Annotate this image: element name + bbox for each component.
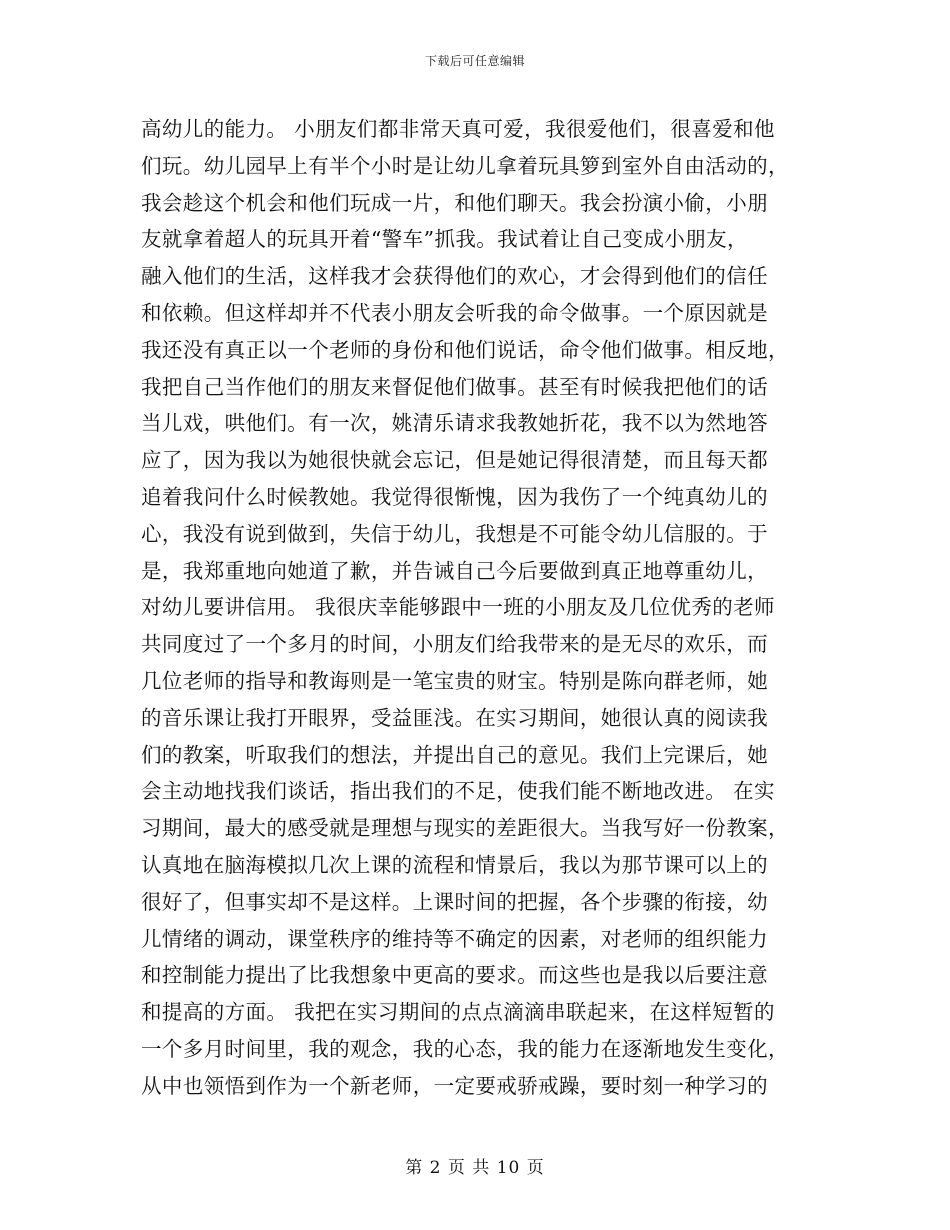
body-line: 很好了，但事实却不是这样。上课时间的把握，各个步骤的衔接，幼: [141, 889, 768, 914]
body-line: 的音乐课让我打开眼界，受益匪浅。在实习期间，她很认真的阅读我: [141, 705, 768, 730]
body-line: 友就拿着超人的玩具开着“警车”抓我。我试着让自己变成小朋友，: [141, 227, 748, 252]
body-line: 当儿戏，哄他们。有一次，姚清乐请求我教她折花，我不以为然地答: [141, 411, 768, 436]
body-line: 我把自己当作他们的朋友来督促他们做事。甚至有时候我把他们的话: [141, 374, 768, 399]
page-header: 下载后可任意编辑: [424, 54, 525, 68]
body-line: 和依赖。但这样却并不代表小朋友会听我的命令做事。一个原因就是: [141, 300, 768, 325]
body-line: 们的教案，听取我们的想法，并提出自己的意见。我们上完课后，她: [141, 742, 768, 767]
body-line: 和控制能力提出了比我想象中更高的要求。而这些也是我以后要注意: [141, 963, 768, 988]
body-line: 习期间，最大的感受就是理想与现实的差距很大。当我写好一份教案，: [141, 816, 789, 841]
body-line: 们玩。幼儿园早上有半个小时是让幼儿拿着玩具箩到室外自由活动的，: [141, 153, 789, 178]
body-line: 应了，因为我以为她很快就会忘记，但是她记得很清楚，而且每天都: [141, 448, 768, 473]
body-line: 从中也领悟到作为一个新老师，一定要戒骄戒躁，要时刻一种学习的: [141, 1073, 768, 1098]
body-line: 会主动地找我们谈话，指出我们的不足，使我们能不断地改进。 在实: [141, 779, 775, 804]
body-line: 对幼儿要讲信用。 我很庆幸能够跟中一班的小朋友及几位优秀的老师: [141, 595, 775, 620]
body-line: 几位老师的指导和教诲则是一笔宝贵的财宝。特别是陈向群老师，她: [141, 668, 768, 693]
body-line: 我会趁这个机会和他们玩成一片，和他们聊天。我会扮演小偷，小朋: [141, 190, 768, 215]
body-line: 融入他们的生活，这样我才会获得他们的欢心，才会得到他们的信任: [141, 264, 768, 289]
page-footer: 第 2 页 共 10 页: [405, 1158, 545, 1178]
body-line: 和提高的方面。 我把在实习期间的点点滴滴串联起来，在这样短暂的: [141, 1000, 775, 1025]
body-line: 高幼儿的能力。 小朋友们都非常天真可爱，我很爱他们，很喜爱和他: [141, 117, 775, 141]
body-line: 追着我问什么时候教她。我觉得很惭愧，因为我伤了一个纯真幼儿的: [141, 484, 768, 509]
body-line: 一个多月时间里，我的观念，我的心态，我的能力在逐渐地发生变化，: [141, 1036, 789, 1061]
body-line: 儿情绪的调动，课堂秩序的维持等不确定的因素，对老师的组织能力: [141, 926, 768, 951]
body-line: 我还没有真正以一个老师的身份和他们说话，命令他们做事。相反地，: [141, 337, 789, 362]
body-line: 共同度过了一个多月的时间，小朋友们给我带来的是无尽的欢乐，而: [141, 632, 768, 657]
body-line: 是，我郑重地向她道了歉，并告诫自己今后要做到真正地尊重幼儿，: [141, 558, 768, 583]
body-line: 认真地在脑海模拟几次上课的流程和情景后，我以为那节课可以上的: [141, 852, 768, 877]
body-text: [141, 111, 811, 1105]
body-line: 心，我没有说到做到，失信于幼儿，我想是不可能令幼儿信服的。于: [141, 521, 768, 546]
